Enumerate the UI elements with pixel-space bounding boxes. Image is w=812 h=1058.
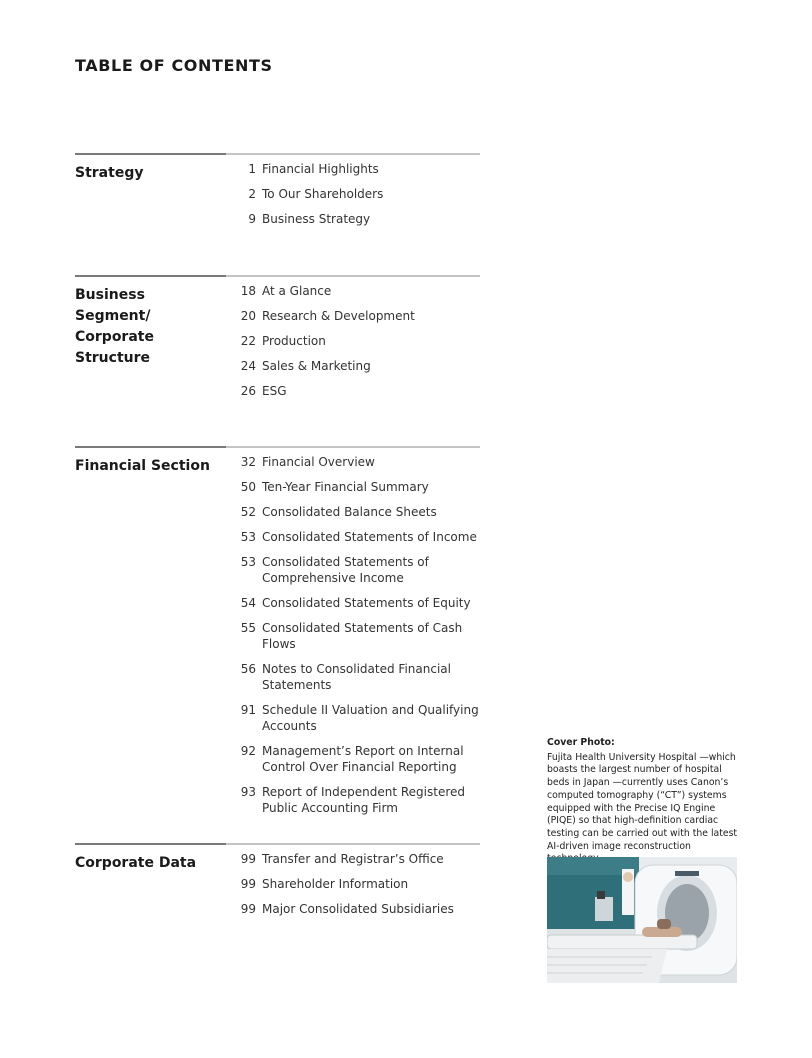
section-rule (75, 275, 226, 277)
section-rule (75, 153, 226, 155)
page-number: 1 (248, 162, 256, 176)
entry-label: Consolidated Statements of Equity (262, 596, 471, 610)
entry-label: To Our Shareholders (262, 187, 384, 201)
page-number: 32 (240, 455, 256, 469)
entry-label: Ten-Year Financial Summary (262, 480, 429, 494)
toc-entry[interactable] (231, 454, 481, 470)
entry-label: Shareholder Information (262, 877, 409, 891)
toc-entry[interactable] (231, 529, 481, 545)
page-number: 24 (240, 359, 256, 373)
page-number: 99 (240, 852, 256, 866)
page-number: 93 (240, 785, 256, 799)
entry-label: Schedule II Valuation and Qualifying Accounts (262, 703, 479, 733)
toc-entry[interactable] (231, 595, 481, 611)
toc-entry[interactable] (231, 851, 481, 867)
entry-label: Financial Highlights (262, 162, 379, 176)
page-number: 54 (240, 596, 256, 610)
section-title: Financial Section (75, 458, 210, 474)
page-number: 91 (240, 703, 256, 717)
ct-scanner-illustration (547, 857, 737, 983)
page-number: 26 (240, 384, 256, 398)
page-number: 92 (240, 744, 256, 758)
page-number: 52 (240, 505, 256, 519)
section-rule-thin (226, 153, 480, 155)
toc-entry[interactable] (231, 784, 481, 816)
entry-label: Business Strategy (262, 212, 371, 226)
toc-entry[interactable] (231, 901, 481, 917)
page-number: 20 (240, 309, 256, 323)
page-number: 53 (240, 555, 256, 569)
section-rule-thin (226, 843, 480, 845)
entry-label: Consolidated Statements of Comprehensive Income (262, 555, 429, 585)
toc-entries (231, 851, 481, 926)
section-rule-thin (226, 275, 480, 277)
page-number: 9 (248, 212, 256, 226)
section-title: Strategy (75, 165, 144, 181)
toc-entries (231, 161, 481, 236)
page-number: 22 (240, 334, 256, 348)
toc-entry[interactable] (231, 876, 481, 892)
toc-entries (231, 283, 481, 408)
section-rule-thin (226, 446, 480, 448)
toc-entry[interactable] (231, 479, 481, 495)
toc-entry[interactable] (231, 743, 481, 775)
entry-label: Notes to Consolidated Financial Statements (262, 662, 451, 692)
entry-label: Consolidated Statements of Cash Flows (262, 621, 463, 651)
section-title-line: Corporate Structure (75, 329, 154, 366)
cover-caption (547, 737, 739, 866)
section-title (75, 285, 225, 369)
entry-label: At a Glance (262, 284, 332, 298)
page-number: 2 (248, 187, 256, 201)
toc-entry[interactable] (231, 283, 481, 299)
entry-label: Sales & Marketing (262, 359, 371, 373)
section-title-line: Business Segment/ (75, 287, 151, 324)
entry-label: ESG (262, 384, 287, 398)
page-number: 99 (240, 902, 256, 916)
page-number: 50 (240, 480, 256, 494)
toc-entry[interactable] (231, 620, 481, 652)
cover-heading: Cover Photo: (547, 737, 615, 748)
page-number: 99 (240, 877, 256, 891)
toc-entry[interactable] (231, 504, 481, 520)
cover-text: Fujita Health University Hospital —which boasts the largest number of hospital beds in Japan —currently uses Canon’s computed tomography (“CT”) systems equipped with the Precise IQ Engine (PIQE) so that high-definition cardiac testing can be carried out with the latest AI-driven image reconstruction (547, 751, 738, 852)
toc-entry[interactable] (231, 161, 481, 177)
page-number: 53 (240, 530, 256, 544)
entry-label: Consolidated Statements of Income (262, 530, 477, 544)
page-number: 56 (240, 662, 256, 676)
entry-label: Consolidated Balance Sheets (262, 505, 437, 519)
toc-entry[interactable] (231, 702, 481, 734)
entry-label: Financial Overview (262, 455, 375, 469)
entry-label: Report of Independent Registered Public Accounting Firm (262, 785, 465, 815)
page-title: TABLE OF CONTENTS (75, 56, 273, 75)
section-title: Corporate Data (75, 855, 197, 871)
toc-entry[interactable] (231, 383, 481, 399)
page-number: 55 (240, 621, 256, 635)
toc-entries (231, 454, 481, 825)
toc-entry[interactable] (231, 554, 481, 586)
toc-entry[interactable] (231, 358, 481, 374)
toc-entry[interactable] (231, 211, 481, 227)
entry-label: Transfer and Registrar’s Office (262, 852, 444, 866)
toc-entry[interactable] (231, 308, 481, 324)
page-number: 18 (240, 284, 256, 298)
entry-label: Research & Development (262, 309, 415, 323)
entry-label: Major Consolidated Subsidiaries (262, 902, 454, 916)
entry-label: Production (262, 334, 326, 348)
cover-photo (547, 857, 737, 983)
toc-entry[interactable] (231, 186, 481, 202)
toc-entry[interactable] (231, 661, 481, 693)
section-rule (75, 843, 226, 845)
section-rule (75, 446, 226, 448)
entry-label: Management’s Report on Internal Control Over Financial Reporting (262, 744, 464, 774)
toc-entry[interactable] (231, 333, 481, 349)
